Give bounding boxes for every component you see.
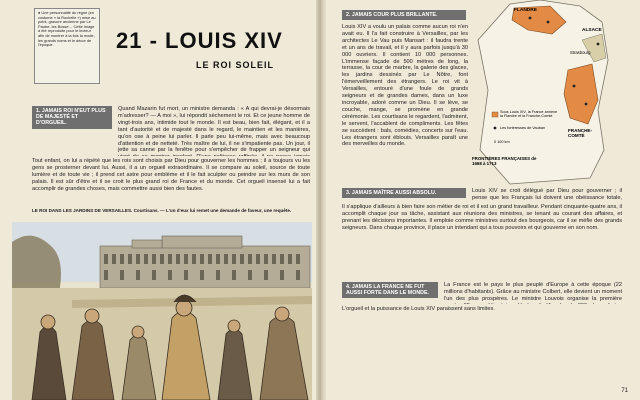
left-page [0,0,318,400]
section-4-header: 4. JAMAIS LA FRANCE NE FUT AUSSI FORTE DANS LE MONDE. [342,282,438,298]
section-2-body: Louis XIV a voulu un palais comme aucun roi n'en avait eu. Il l'a fait construire à Versailles, par les architectes Le Vau puis Mansart : il faudra trente et un ans de travail, et il y aura parfois jusqu'à 30 000 ouvriers. Il contient 10 000 personnes. L'immense façade de 500 mètres de long, la terrasse, la cour de marbre, la galerie des glaces, les jardins dessinés par Le Nôtre, font l'émerveillement des étrangers. Le roi vit à Versailles, entouré d'une foule de grands seigneurs et de grandes dames, dans un luxe incroyable, adoré comme un Dieu. Il se lève, se couche, mange, se promène en grande cérémonie. Les courtisans le regardent, l'admirent, le servent, l'accablent de compliments. Les fêtes se succèdent : bals, comédies, concerts sur l'eau. Les étrangers sont éblouis. Versailles paraît une des merveilles du monde. [342,24,468,148]
chapter-title: 21 - LOUIS XIV [116,28,283,53]
section-1-body: Quand Mazarin fut mort, un ministre demanda : « A qui devrai-je désormais m'adresser? — A moi », lui répondit sèchement le roi. Et ce jeune homme de vingt-trois ans, intimide tout le monde. Il est beau, bien fait, élégant, et il a tant d'autorité et de majesté dans le regard, le maintien et les manières, qu'on ose à peine lui parler. Il parle peu lui-même, mais avec beaucoup d'attention et de netteté. Très maître de lui, il ne s'impatiente pas. Un jour, il jette sa canne par la fenêtre pour s'empêcher de frapper un seigneur qui [118,106,310,154]
section-1-header: 1. JAMAIS ROI N'EUT PLUS DE MAJESTÉ ET D'ORGUEIL. [32,106,112,129]
map-legend-fortresses: Les forteresses de Vauban [500,126,546,130]
versailles-illustration [12,222,312,400]
map-label-alsace: ALSACE [582,28,602,33]
map-legend-annexed: Sous Louis XIV, la France annexe la Flandre et la Franche-Comté [500,110,558,119]
map-label-strasbourg: Strasbourg [570,50,591,55]
section-3-body: Louis XIV se croit délégué par Dieu pour gouverner ; il pense que les Français lui doivent une obéissance totale, [472,188,622,201]
map-caption: FRONTIÈRES FRANÇAISES de 1668 à 1713 [472,156,537,167]
section-4-body: La France est le pays le plus peuplé d'Europe à cette époque (22 millions d'habitants). Grâce au ministre Colbert, elle devient un moment l'un des plus prospères. Le ministre Louvois organise la première [444,282,622,302]
section-4-body-2: L'orgueil et la puissance de Louis XIV paraissent sans limites. [342,306,495,312]
map-label-flandre: FLANDRE [514,8,537,13]
map-scale: 0 100 km [494,140,510,144]
chapter-subtitle: LE ROI SOLEIL [196,60,275,70]
section-3-body-2: Il s'applique d'ailleurs à bien faire son métier de roi et il est un grand travailleur. Pendant cinquante-quatre ans, il accomplit chaque jour sa tâche, assistant aux réunions des ministres, se tenant au courant des affaires, et prenant les décisions importantes. Il emploie comme ministres surtout des bourgeois, car il se méfie des grands seigneurs. Dans chaque province, il place un intendant qui a tous pouvoirs et qui gouverne en son nom. [342,204,622,231]
section-2-header: 2. JAMAIS COUR PLUS BRILLANTE. [342,10,466,20]
illustration-caption: LE ROI DANS LES JARDINS DE VERSAILLES. Courtisans. — L'un d'eux lui remet une demande de faveur, une requête. [32,208,292,213]
section-1-body-2: Tout enfant, on lui a répété que les rois sont choisis par Dieu pour gouverner les hommes ; il a toujours vu les gens se prosterner devant lui. Aussi, il a un orgueil extraordinaire. Il se compare au soleil, source de toute lumière et de toute vie ; il prend cet astre pour emblème et il le fait sculpter ou peindre sur les murs de son palais. Il est sûr d'être et il se croit le plus grand roi de France et du monde. Cet orgueil insensé lui a fait accomplir de grandes choses, mais commettre aussi bien des fautes. [32,158,310,192]
sidebar-note: ● Une personnalité du règne (en costume « la Rochelle ») mise au point, gravure ancienne par Le Pautre, les Bosse… Cette image a été reproduite pour le lecteur afin de montrer à la fois la mode, les grands noms et le décor de l'époque. [34,8,100,84]
map-label-franche-comte: FRANCHE-COMTÉ [568,128,592,138]
section-3-header: 3. JAMAIS MAÎTRE AUSSI ABSOLU. [342,188,466,198]
page-number: 71 [621,388,628,394]
frontier-map [470,0,614,188]
